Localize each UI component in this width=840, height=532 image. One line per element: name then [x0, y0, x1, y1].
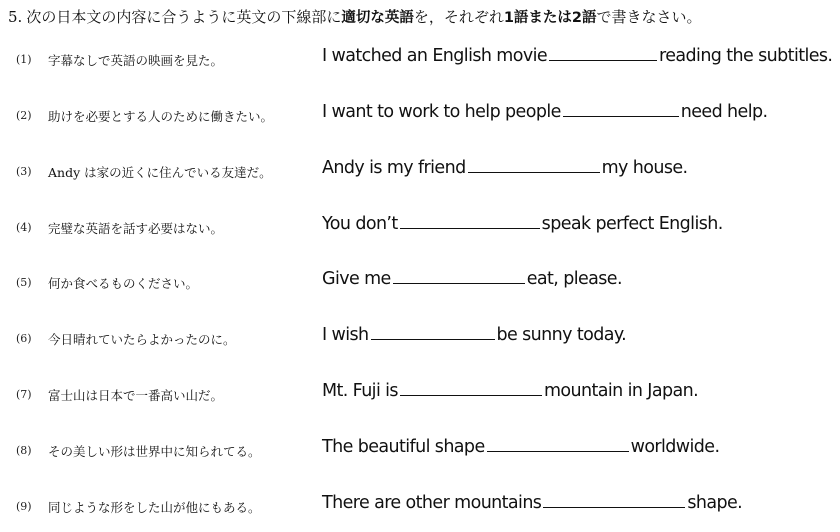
english-before: I watched an English movie	[322, 46, 548, 66]
english-sentence	[322, 379, 698, 401]
japanese-sentence: 富士山は日本で一番高い山だ。	[48, 388, 224, 403]
english-before: The beautiful shape	[322, 437, 485, 457]
question-row	[0, 433, 840, 473]
question-number: 5.	[8, 8, 23, 26]
answer-blank[interactable]	[468, 156, 600, 173]
english-after: reading the subtitles.	[659, 46, 833, 66]
item-number: (4)	[16, 221, 32, 234]
english-sentence	[322, 156, 688, 178]
item-number: (7)	[16, 388, 32, 401]
english-after: need help.	[680, 102, 768, 122]
question-row	[0, 154, 840, 194]
japanese-sentence: 完璧な英語を話す必要はない。	[48, 221, 224, 236]
instruction-emphasis: 適切な英語	[341, 10, 414, 26]
answer-blank[interactable]	[400, 379, 542, 396]
item-number: (6)	[16, 332, 32, 345]
question-row	[0, 210, 840, 250]
japanese-sentence: 何か食べるものください。	[48, 276, 199, 291]
question-row	[0, 321, 840, 361]
japanese-sentence: 今日晴れていたらよかったのに。	[48, 332, 236, 347]
instruction	[8, 6, 702, 29]
english-sentence	[322, 100, 767, 122]
answer-blank[interactable]	[487, 435, 629, 452]
answer-blank[interactable]	[543, 491, 685, 508]
english-before: There are other mountains	[322, 493, 542, 513]
question-row	[0, 489, 840, 529]
answer-blank[interactable]	[549, 44, 657, 61]
english-sentence	[322, 212, 723, 234]
question-row	[0, 265, 840, 305]
english-after: mountain in Japan.	[543, 381, 699, 401]
english-before: Give me	[322, 269, 391, 289]
instruction-text: で書きなさい。	[596, 8, 702, 26]
english-sentence	[322, 323, 626, 345]
question-row	[0, 98, 840, 138]
instruction-text: 次の日本文の内容に合うように英文の下線部に	[26, 8, 342, 26]
instruction-emphasis: 1語または2語	[503, 10, 597, 26]
english-after: my house.	[601, 158, 688, 178]
english-before: You don’t	[322, 214, 398, 234]
answer-blank[interactable]	[371, 323, 495, 340]
english-before: I want to work to help people	[322, 102, 561, 122]
japanese-sentence: その美しい形は世界中に知られてる。	[48, 444, 261, 459]
item-number: (5)	[16, 276, 32, 289]
answer-blank[interactable]	[400, 212, 540, 229]
question-row	[0, 377, 840, 417]
question-row	[0, 42, 840, 82]
english-before: Mt. Fuji is	[322, 381, 398, 401]
answer-blank[interactable]	[563, 100, 679, 117]
japanese-sentence: 字幕なしで英語の映画を見た。	[48, 53, 224, 68]
item-number: (2)	[16, 109, 32, 122]
english-sentence	[322, 491, 742, 513]
answer-blank[interactable]	[393, 267, 525, 284]
item-number: (3)	[16, 165, 32, 178]
english-sentence	[322, 44, 832, 66]
japanese-sentence: 助けを必要とする人のために働きたい。	[48, 109, 274, 124]
english-before: I wish	[322, 325, 369, 345]
english-sentence	[322, 435, 719, 457]
item-number: (9)	[16, 500, 32, 513]
english-after: worldwide.	[630, 437, 720, 457]
japanese-sentence: Andy は家の近くに住んでいる友達だ。	[48, 165, 272, 180]
item-number: (8)	[16, 444, 32, 457]
english-after: be sunny today.	[496, 325, 627, 345]
english-sentence	[322, 267, 622, 289]
english-after: eat, please.	[526, 269, 622, 289]
item-number: (1)	[16, 53, 32, 66]
japanese-sentence: 同じような形をした山が他にもある。	[48, 500, 261, 515]
english-before: Andy is my friend	[322, 158, 466, 178]
english-after: speak perfect English.	[541, 214, 723, 234]
english-after: shape.	[687, 493, 743, 513]
instruction-text: を，それぞれ	[413, 8, 504, 26]
